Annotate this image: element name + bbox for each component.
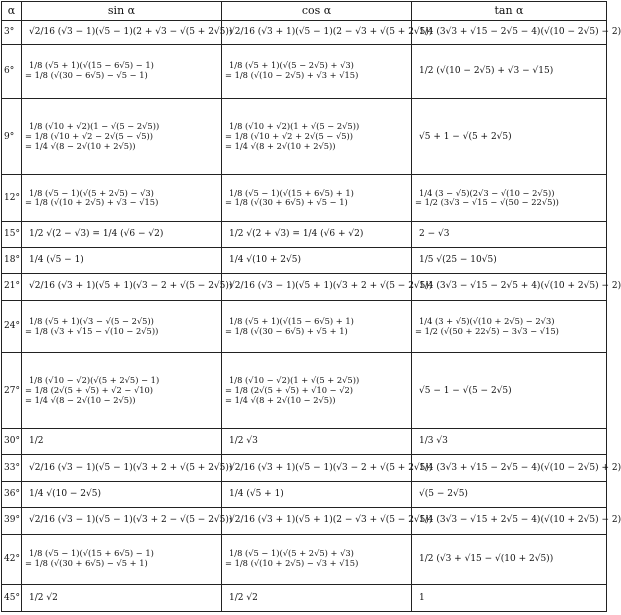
sin-expression-line: 1/8 (√5 + 1)(√3 − √(5 − 2√5)) <box>29 315 154 326</box>
cos-cell <box>222 585 412 612</box>
sin-expression-line: = 1/8 (√3 + √15 − √(10 − 2√5)) <box>25 325 159 336</box>
angle-cell: 3° <box>2 21 22 45</box>
cos-expression-line: = 1/8 (√(10 − 2√5) + √3 + √15) <box>225 70 359 81</box>
tan-cell <box>412 585 607 612</box>
header-row <box>2 2 607 21</box>
cos-expression-line: √2/16 (√3 + 1)(√5 − 1)(√3 − 2 + √(5 + 2√5)) <box>229 462 433 473</box>
sin-cell <box>22 99 222 175</box>
angle-cell: 27° <box>2 353 22 429</box>
sin-expression-line: = 1/4 √(8 − 2√(10 + 2√5)) <box>25 140 136 151</box>
table-row <box>2 507 607 534</box>
sin-expression-line: 1/8 (√10 − √2)(√(5 + 2√5) − 1) <box>29 375 160 385</box>
angle-cell: 36° <box>2 482 22 508</box>
tan-expression-line: 1/5 √(25 − 10√5) <box>419 255 497 266</box>
cos-cell <box>222 455 433 482</box>
cos-expression-line: = 1/8 (√10 + √2 + 2√(5 − √5)) <box>225 130 354 141</box>
sin-expression-line: 1/8 (√5 − 1)(√(5 + 2√5) − √3) <box>29 187 154 198</box>
cos-cell <box>222 534 412 584</box>
angle-cell: 33° <box>2 455 22 482</box>
angle-cell: 9° <box>2 99 22 175</box>
angle-cell: 6° <box>2 44 22 99</box>
angle-cell: 21° <box>2 273 22 300</box>
sin-cell <box>22 534 222 584</box>
tan-cell <box>412 99 607 175</box>
table-row <box>2 99 607 175</box>
header-angle: α <box>2 2 22 21</box>
cos-cell <box>222 99 412 175</box>
sin-cell <box>22 353 222 429</box>
cos-cell <box>222 175 412 222</box>
sin-expression-line: 1/2 <box>29 436 44 447</box>
tan-cell <box>412 44 607 99</box>
tan-cell <box>412 429 607 455</box>
table-row <box>2 300 607 353</box>
sin-cell <box>22 429 222 455</box>
tan-expression-line: √(5 − 2√5) <box>419 489 468 500</box>
cos-expression-line: = 1/8 (√(30 − 6√5) + √5 + 1) <box>225 325 348 336</box>
sin-expression-line: = 1/8 (2√(5 + √5) + √2 − √10) <box>25 384 154 395</box>
tan-expression-line: 1/4 (3√3 + √15 − 2√5 − 4)(√(10 − 2√5) − 2) <box>419 26 621 37</box>
tan-expression-line: 1/4 (3 − √5)(2√3 − √(10 − 2√5)) <box>419 187 555 198</box>
sin-expression-line: 1/2 √(2 − √3) = 1/4 (√6 − √2) <box>29 229 164 240</box>
angle-cell: 45° <box>2 585 22 612</box>
cos-expression-line: 1/8 (√5 − 1)(√(15 + 6√5) + 1) <box>229 187 354 198</box>
sin-cell <box>22 300 222 353</box>
tan-expression-line: 1/3 √3 <box>419 436 448 447</box>
table-row <box>2 273 607 300</box>
cos-cell <box>222 300 412 353</box>
sin-cell <box>22 21 233 45</box>
tan-expression-line: √5 + 1 − √(5 + 2√5) <box>419 131 512 142</box>
cos-expression-line: 1/8 (√5 + 1)(√(15 − 6√5) + 1) <box>229 315 354 326</box>
cos-cell <box>222 507 433 534</box>
tan-expression-line: 1/4 (3√3 − √15 + 2√5 − 4)(√(10 + 2√5) − 2) <box>419 515 621 526</box>
tan-expression-line: 1/4 (3√3 + √15 − 2√5 − 4)(√(10 − 2√5) + 2) <box>419 462 621 473</box>
angle-cell: 42° <box>2 534 22 584</box>
table-row <box>2 455 607 482</box>
sin-expression-line: 1/8 (√10 + √2)(1 − √(5 − 2√5)) <box>29 120 160 131</box>
header-tan: tan α <box>412 2 607 21</box>
sin-cell <box>22 222 222 248</box>
tan-expression-line: 1/4 (3 + √5)(√(10 + 2√5) − 2√3) <box>419 315 555 326</box>
cos-expression-line: 1/4 √(10 + 2√5) <box>229 255 302 266</box>
tan-expression-line: √5 − 1 − √(5 − 2√5) <box>419 385 512 396</box>
angle-cell: 15° <box>2 222 22 248</box>
cos-expression-line: √2/16 (√3 + 1)(√5 + 1)(2 − √3 + √(5 − 2√5)) <box>229 515 433 526</box>
cos-cell <box>222 429 412 455</box>
sin-expression-line: = 1/8 (√(30 − 6√5) − √5 − 1) <box>25 70 148 81</box>
tan-cell <box>412 175 607 222</box>
sin-expression-line: 1/4 (√5 − 1) <box>29 255 84 266</box>
cos-expression-line: 1/2 √(2 + √3) = 1/4 (√6 + √2) <box>229 229 364 240</box>
tan-cell <box>412 353 607 429</box>
cos-expression-line: 1/8 (√5 − 1)(√(5 + 2√5) + √3) <box>229 548 354 559</box>
cos-expression-line: 1/8 (√10 + √2)(1 + √(5 − 2√5)) <box>229 120 360 131</box>
sin-expression-line: 1/8 (√5 + 1)(√(15 − 6√5) − 1) <box>29 60 154 71</box>
tan-expression-line: 1 <box>419 592 425 603</box>
cos-expression-line: 1/8 (√5 + 1)(√(5 − 2√5) + √3) <box>229 60 354 71</box>
cos-cell <box>222 21 433 45</box>
table-row <box>2 585 607 612</box>
sin-cell <box>22 507 233 534</box>
sin-expression-line: √2/16 (√3 − 1)(√5 − 1)(√3 + 2 − √(5 − 2√5)) <box>29 515 233 526</box>
angle-cell: 24° <box>2 300 22 353</box>
cos-cell <box>222 482 412 508</box>
sin-cell <box>22 248 222 274</box>
tan-cell <box>412 534 607 584</box>
cos-expression-line: = 1/8 (√(30 + 6√5) + √5 − 1) <box>225 197 348 208</box>
tan-cell <box>412 482 607 508</box>
cos-cell <box>222 273 433 300</box>
tan-cell <box>412 222 607 248</box>
sin-expression-line: = 1/8 (√10 + √2 − 2√(5 − √5)) <box>25 130 154 141</box>
table-row <box>2 248 607 274</box>
header-sin: sin α <box>22 2 222 21</box>
cos-cell <box>222 248 412 274</box>
cos-cell <box>222 44 412 99</box>
table-row <box>2 222 607 248</box>
angle-cell: 18° <box>2 248 22 274</box>
sin-expression-line: = 1/8 (√(10 + 2√5) + √3 − √15) <box>25 197 159 208</box>
cos-cell <box>222 353 412 429</box>
tan-expression-line: 1/2 (√3 + √15 − √(10 + 2√5)) <box>419 553 554 564</box>
table-row <box>2 482 607 508</box>
sin-cell <box>22 175 222 222</box>
cos-expression-line: = 1/8 (√(10 + 2√5) − √3 + √15) <box>225 558 359 569</box>
sin-expression-line: 1/8 (√5 − 1)(√(15 + 6√5) − 1) <box>29 548 154 559</box>
sin-cell <box>22 44 222 99</box>
tan-cell <box>412 248 607 274</box>
sin-expression-line: = 1/4 √(8 − 2√(10 − 2√5)) <box>25 394 136 405</box>
table-row <box>2 429 607 455</box>
tan-expression-line: = 1/2 (√(50 + 22√5) − 3√3 − √15) <box>415 325 559 336</box>
tan-expression-line: 1/4 (3√3 − √15 − 2√5 + 4)(√(10 + 2√5) − 2) <box>419 281 621 292</box>
sin-expression-line: √2/16 (√3 − 1)(√5 − 1)(√3 + 2 + √(5 + 2√5)) <box>29 462 233 473</box>
tan-cell <box>412 273 621 300</box>
sin-expression-line: = 1/8 (√(30 + 6√5) − √5 + 1) <box>25 558 148 569</box>
sin-cell <box>22 455 233 482</box>
table-row <box>2 44 607 99</box>
tan-cell <box>412 300 607 353</box>
cos-expression-line: = 1/4 √(8 + 2√(10 + 2√5)) <box>225 140 336 151</box>
sin-cell <box>22 585 222 612</box>
cos-expression-line: 1/2 √3 <box>229 436 258 447</box>
cos-expression-line: 1/2 √2 <box>229 592 258 603</box>
cos-expression-line: 1/4 (√5 + 1) <box>229 489 284 500</box>
tan-cell <box>412 455 621 482</box>
cos-expression-line: √2/16 (√3 + 1)(√5 − 1)(2 − √3 + √(5 + 2√5)) <box>229 26 433 37</box>
tan-cell <box>412 21 621 45</box>
sin-cell <box>22 482 222 508</box>
angle-cell: 12° <box>2 175 22 222</box>
angle-cell: 39° <box>2 507 22 534</box>
cos-expression-line: = 1/8 (2√(5 + √5) + √10 − √2) <box>225 384 354 395</box>
trig-values-table <box>1 1 621 612</box>
table-row <box>2 21 607 45</box>
table-row <box>2 353 607 429</box>
sin-cell <box>22 273 233 300</box>
sin-expression-line: 1/2 √2 <box>29 592 58 603</box>
cos-expression-line: √2/16 (√3 − 1)(√5 + 1)(√3 + 2 + √(5 − 2√5)) <box>229 281 433 292</box>
table-row <box>2 534 607 584</box>
angle-cell: 30° <box>2 429 22 455</box>
sin-expression-line: 1/4 √(10 − 2√5) <box>29 489 102 500</box>
tan-cell <box>412 507 621 534</box>
sin-expression-line: √2/16 (√3 + 1)(√5 + 1)(√3 − 2 + √(5 − 2√5)) <box>29 281 233 292</box>
tan-expression-line: 1/2 (√(10 − 2√5) + √3 − √15) <box>419 66 554 77</box>
table-row <box>2 175 607 222</box>
cos-expression-line: 1/8 (√10 − √2)(1 + √(5 + 2√5)) <box>229 375 360 385</box>
cos-expression-line: = 1/4 √(8 + 2√(10 − 2√5)) <box>225 394 336 405</box>
tan-expression-line: = 1/2 (3√3 − √15 − √(50 − 22√5)) <box>415 197 559 208</box>
sin-expression-line: √2/16 (√3 − 1)(√5 − 1)(2 + √3 − √(5 + 2√5)) <box>29 26 233 37</box>
tan-expression-line: 2 − √3 <box>419 229 450 240</box>
header-cos: cos α <box>222 2 412 21</box>
cos-cell <box>222 222 412 248</box>
